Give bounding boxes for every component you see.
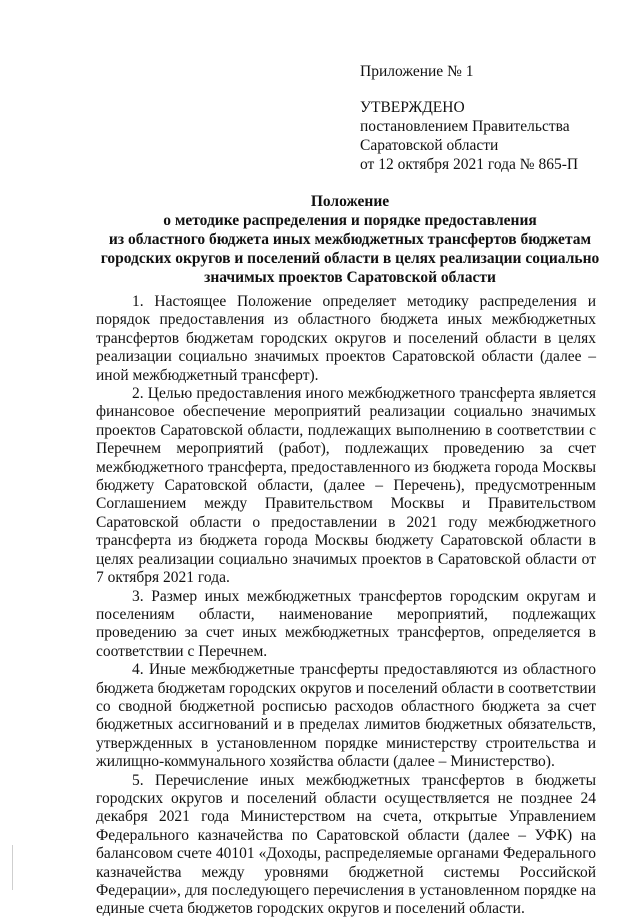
header-gap — [360, 81, 578, 98]
paragraph-3: 3. Размер иных межбюджетных трансфертов городским округам и поселениям области, наименование мероприятий, подлежащих проведению за счет иных межбюджетных трансфертов, определяется в соответствии с Перечнем. — [96, 587, 596, 660]
approval-line-1: постановлением Правительства — [360, 118, 570, 135]
scan-edge-mark — [12, 845, 13, 890]
paragraph-1: 1. Настоящее Положение определяет методику распределения и порядок предоставления из областного бюджета иных межбюджетных трансфертов бюджетам городских округов и поселений области в целях реализации социально значимых проектов Саратовской области (далее – иной межбюджетный трансферт). — [96, 293, 596, 384]
paragraph-5: 5. Перечисление иных межбюджетных трансфертов в бюджеты городских округов и поселений области осуществляется не позднее 24 декабря 2021 года Министерством на счета, открытые Управлением Федерального казначейства по Саратовской области (далее – УФК) на балансовом счете 40101 «Доходы, распределяемые органами Федерального казначейства между уровнями бюджетной системы Российской Федерации», для последующего перечисления в установленном порядке на единые счета бюджетов городских округов и поселений области. — [96, 771, 596, 918]
approval-line-3: от 12 октября 2021 года № 865-П — [360, 156, 579, 173]
document-title — [100, 192, 600, 287]
paragraph-2: 2. Целью предоставления иного межбюджетного трансферта является финансовое обеспечение мероприятий реализации социально значимых проектов Саратовской области, подлежащих выполнению в соответствии с Перечнем мероприятий (работ), подлежащих проведению за счет межбюджетного трансферта, предоставленного из бюджета города Москвы бюджету Саратовской области, (далее – Перечень), предусмотренным Соглашением между Правительством Москвы и Правительством Саратовской области о предоставлении в 2021 году межбюджетного трансферта из бюджета города Москвы бюджету Саратовской области в целях реализации социально значимых проектов в Саратовской области от 7 октября 2021 года. — [96, 385, 596, 587]
approval-line-2: Саратовской области — [360, 137, 499, 154]
title-line-4: городских округов и поселений области в целях реализации социально — [100, 250, 600, 267]
title-line-3: из областного бюджета иных межбюджетных трансфертов бюджетам — [108, 231, 592, 248]
approved-label: УТВЕРЖДЕНО — [360, 99, 465, 116]
title-line-1: Положение — [310, 193, 390, 210]
approval-header — [360, 62, 578, 174]
title-line-2: о методике распределения и порядке предоставления — [163, 212, 537, 229]
paragraph-4: 4. Иные межбюджетные трансферты предоставляются из областного бюджета бюджетам городских округов и поселений области в соответствии со сводной бюджетной росписью расходов областного бюджета за счет бюджетных ассигнований и в пределах лимитов бюджетных обязательств, утвержденных в установленном порядке министерству строительства и жилищно-коммунального хозяйства области (далее – Министерство). — [96, 661, 597, 771]
appendix-label: Приложение № 1 — [360, 63, 474, 80]
title-line-5: значимых проектов Саратовской области — [204, 269, 496, 286]
document-body — [96, 293, 596, 919]
